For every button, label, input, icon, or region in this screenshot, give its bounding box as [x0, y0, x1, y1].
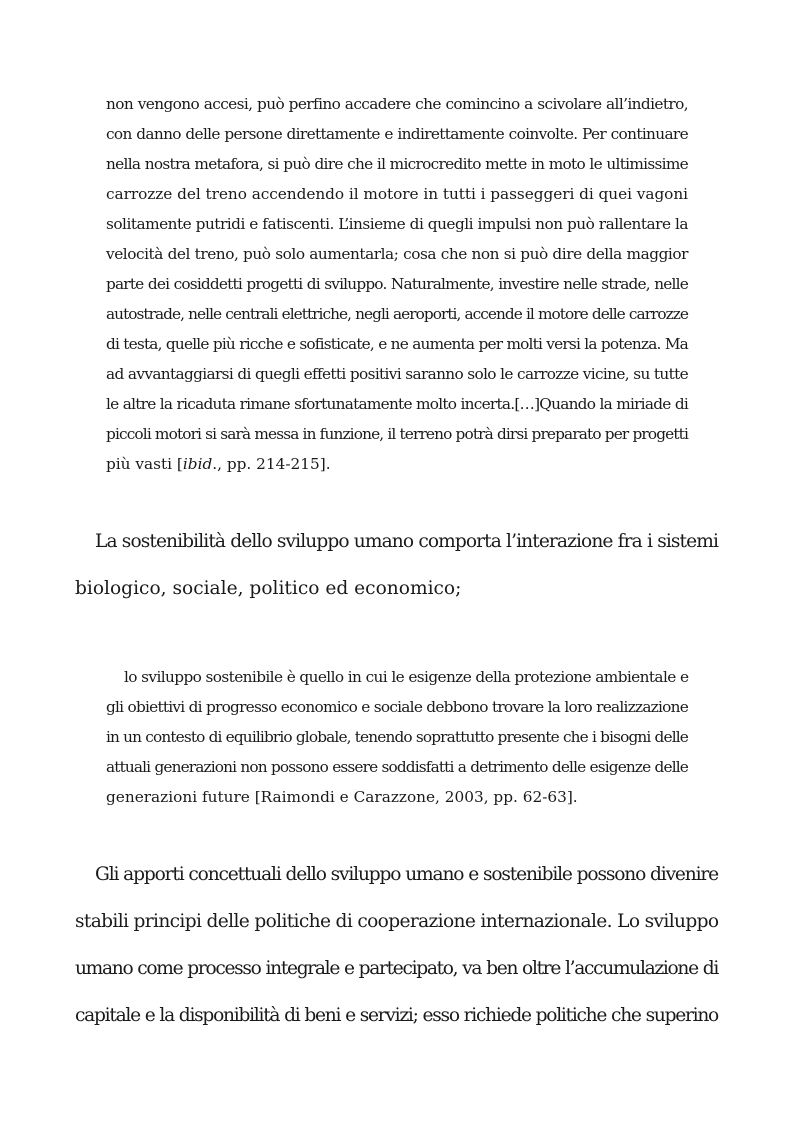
quote-line: solitamente putridi e fatiscenti. L’insieme di quegli impulsi non può rallentare la — [106, 215, 688, 233]
citation-suffix: ., pp. 214-215]. — [212, 455, 331, 473]
quote-line: velocità del treno, può solo aumentarla; cosa che non si può dire della maggior — [106, 245, 688, 263]
paragraph-line: La sostenibilità dello sviluppo umano comporta l’interazione fra i sistemi — [95, 531, 718, 552]
block-quote-sustainable-development — [106, 662, 688, 812]
quote-citation-line: generazioni future [Raimondi e Carazzone, 2003, pp. 62-63]. — [106, 788, 578, 806]
quote-line: in un contesto di equilibrio globale, tenendo soprattutto presente che i bisogni delle — [106, 728, 688, 746]
citation-prefix: più vasti [ — [106, 455, 183, 473]
quote-line: carrozze del treno accendendo il motore in tutti i passeggeri di quei vagoni — [106, 185, 688, 203]
quote-line: parte dei cosiddetti progetti di sviluppo. Naturalmente, investire nelle strade, nelle — [106, 275, 688, 293]
quote-line: gli obiettivi di progresso economico e sociale debbono trovare la loro realizzazione — [106, 698, 688, 716]
quote-line: le altre la ricaduta rimane sfortunatamente molto incerta.[…]Quando la miriade di — [106, 395, 688, 413]
quote-line: nella nostra metafora, si può dire che il microcredito mette in moto le ultimissime — [106, 155, 688, 173]
quote-line: autostrade, nelle centrali elettriche, negli aeroporti, accende il motore delle carrozze — [106, 305, 688, 323]
quote-line: non vengono accesi, può perfino accadere che comincino a scivolare all’indietro, — [106, 95, 688, 113]
quote-line: con danno delle persone direttamente e indirettamente coinvolte. Per continuare — [106, 125, 688, 143]
quote-line: di testa, quelle più ricche e sofisticate, e ne aumenta per molti versi la potenza. Ma — [106, 335, 688, 353]
paragraph-line: Gli apporti concettuali dello sviluppo umano e sostenibile possono divenire — [95, 864, 718, 885]
paragraph-line: umano come processo integrale e partecipato, va ben oltre l’accumulazione di — [75, 958, 718, 979]
quote-line: attuali generazioni non possono essere soddisfatti a detrimento delle esigenze delle — [106, 758, 688, 776]
paragraph-line: capitale e la disponibilità di beni e servizi; esso richiede politiche che superino — [75, 1005, 718, 1026]
quote-line: lo sviluppo sostenibile è quello in cui le esigenze della protezione ambientale e — [124, 668, 689, 686]
quote-line: ad avvantaggiarsi di quegli effetti positivi saranno solo le carrozze vicine, su tutte — [106, 365, 688, 383]
block-quote-microcredit — [106, 89, 688, 479]
quote-line: piccoli motori si sarà messa in funzione, il terreno potrà dirsi preparato per progetti — [106, 425, 688, 443]
paragraph-line: stabili principi delle politiche di cooperazione internazionale. Lo sviluppo — [75, 911, 719, 932]
citation-ibid: ibid — [182, 455, 213, 473]
paragraph-sustainability — [75, 518, 718, 612]
paragraph-cooperation — [75, 851, 718, 1039]
paragraph-line: biologico, sociale, politico ed economico; — [75, 578, 462, 599]
quote-citation-line — [106, 449, 688, 479]
